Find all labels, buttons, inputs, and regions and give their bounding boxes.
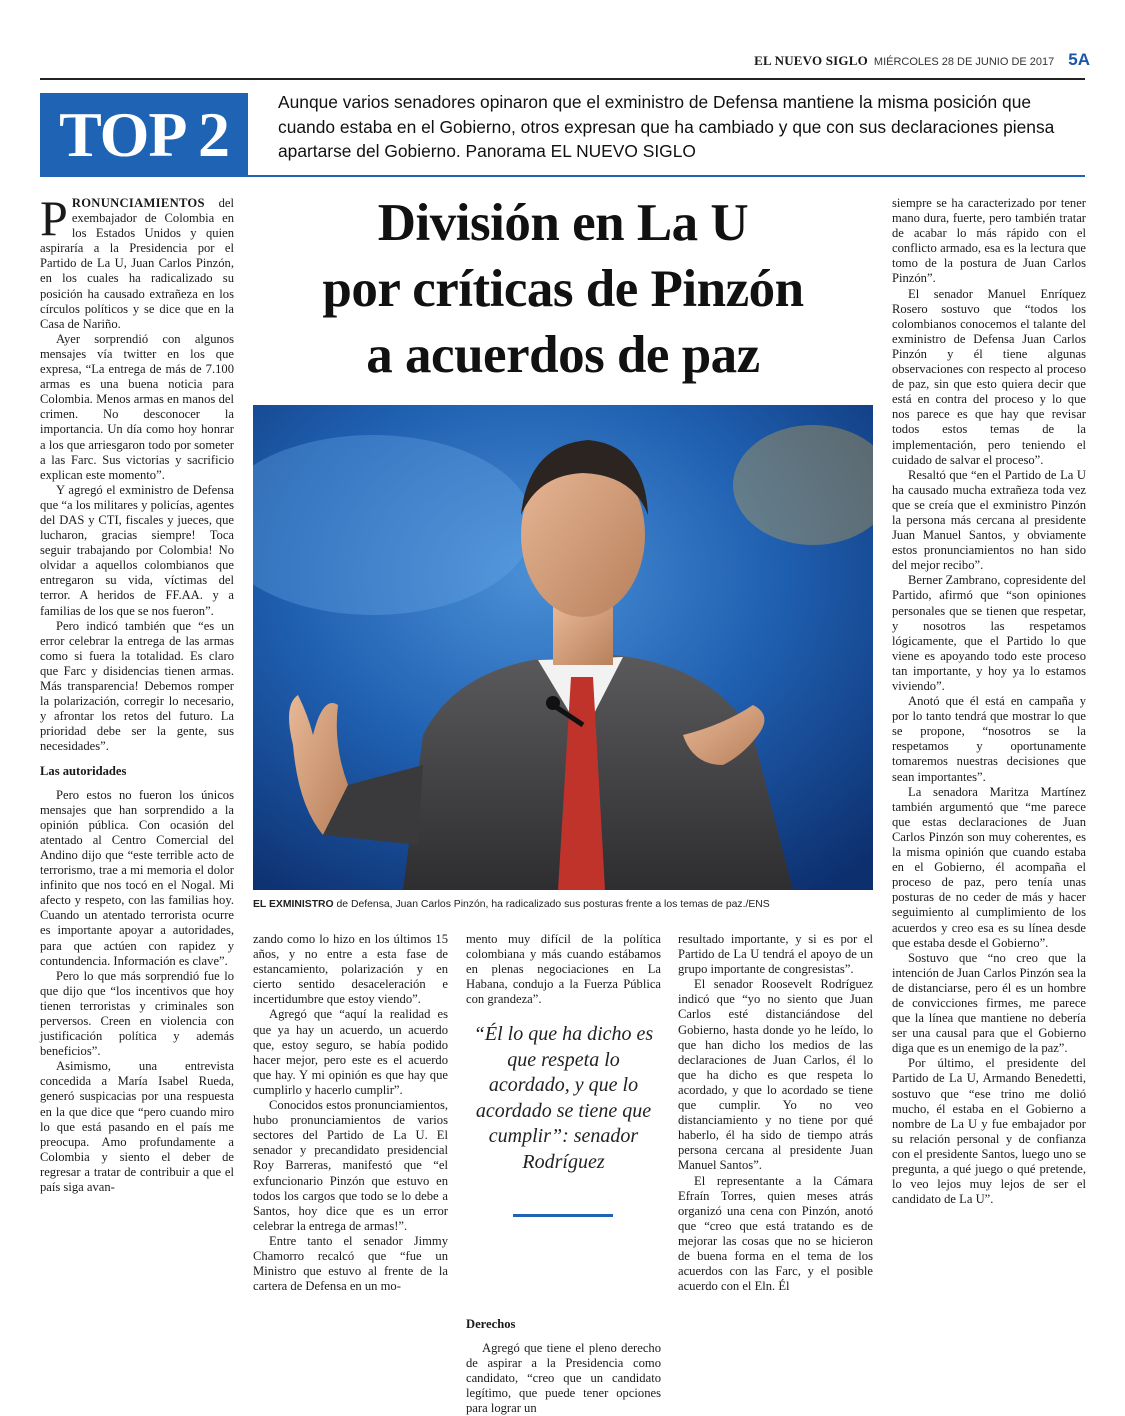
paragraph: Y agregó el exministro de Defensa que “a los militares y policías, agentes del DAS y CTI, fiscales y jueces, que lucharon, gracias siempre! Toca seguir trabajando por Colombia! No olvidar a aquellos colombianos que entregaron su vida, víctimas del terror. A heridos de FF.AA. y a familias de los que se nos fueron”. — [40, 482, 234, 618]
subhead-autoridades: Las autoridades — [40, 764, 127, 779]
page-number: 5A — [1068, 50, 1090, 69]
paragraph: Pero lo que más sorprendió fue lo que dijo que “los incentivos que hoy tienen terroristas y criminales son perversos. Creen en violencia con justificación política y además beneficios”. — [40, 968, 234, 1059]
paragraph: El senador Roosevelt Rodríguez indicó que “yo no siento que Juan Carlos esté distanciándose del Gobierno, hasta donde yo he leído, lo que han dicho los medios de las declaraciones de Juan Carlos, él lo que ha dicho es que respeta lo acordado, y que lo acordado se tiene que cumplir. Yo no veo distanciamiento y no tiene por qué haberlo, él ha sido de tiempo atrás persona cercana al presidente Juan Manuel Santos”. — [678, 977, 873, 1173]
article-deck: Aunque varios senadores opinaron que el exministro de Defensa mantiene la misma posición que cuando estaba en el Gobierno, otros expresan que ha cambiado y que con sus declaraciones piensa apartarse del Gobierno. Panorama EL NUEVO SIGLO — [278, 92, 1055, 161]
section-badge: TOP 2 — [40, 93, 248, 176]
paragraph: mento muy difícil de la política colombiana y más cuando estábamos en plenas negociaciones en La Habana, condujo a la Fuerza Pública con grandeza”. — [466, 932, 661, 1007]
column-2 — [253, 932, 448, 1382]
paragraph: zando como lo hizo en los últimos 15 años, y no entre a esta fase de estancamiento, polarización y en cierto sentido desaceleración e incertidumbre que estoy viendo”. — [253, 932, 448, 1007]
column-1 — [40, 190, 234, 1376]
paragraph: Por último, el presidente del Partido de La U, Armando Benedetti, sostuvo que “ese trino me dolió mucho, él estaba en el Gobierno a nombre de La U y fue embajador por su relación personal y de confianza con el presidente Santos, luego uno se pregunta, a qué juego o qué pretende, lo veo lejos muy lejos de ser el candidato de La U”. — [892, 1056, 1086, 1207]
speaker-photo-illustration — [253, 405, 873, 890]
paragraph: La senadora Maritza Martínez también argumentó que “me parece que estas declaraciones de Juan Carlos Pinzón son muy coherentes, es la misma opinión que cuando estaba en el Gobierno, él acompaña el proceso de paz, pero tenía unas posturas de no ceder de más y hacer seguimiento al cumplimiento de los acuerdos y creo esa es su línea desde que estaba desde el Gobierno”. — [892, 784, 1086, 950]
paragraph: El senador Manuel Enríquez Rosero sostuvo que “todos los colombianos conocemos el talante del exministro de Defensa Juan Carlos Pinzón y él tiene algunas observaciones con respecto al proceso de paz, sin que esto quiera decir que está en contra del proceso y lo que nos parece es que hay que revisar todos estos temas de la implementación, pero teniendo el cuidado de salvar el proceso”. — [892, 286, 1086, 467]
masthead — [560, 50, 1090, 78]
drop-cap: P — [40, 190, 68, 246]
paragraph: Ayer sorprendió con algunos mensajes vía twitter en los que expresa, “La entrega de más de 7.100 armas es una buena noticia para Colombia. Menos armas en manos del crimen. No desconocer la importancia. Un día como hoy honrar a los que arriesgaron todo por someter a las Farc. Sus victorias y sacrificio explican este momento”. — [40, 331, 234, 482]
paragraph: Resaltó que “en el Partido de La U ha causado mucha extrañeza toda vez que se creía que el exministro Pinzón la persona más cercana al presidente Juan Manuel Santos, y obviamente estos pronunciamientos no han sido del mejor recibo”. — [892, 467, 1086, 573]
paragraph: El representante a la Cámara Efraín Torres, quien meses atrás organizó una cena con Pinzón, anotó que “creo que está tratando es de mejorar las cosas que no se hicieron de buena forma en el tema de los acuerdos con las Farc, y el posible acuerdo con el Eln. Él — [678, 1173, 873, 1294]
column-4 — [678, 932, 873, 1382]
photo-caption: EL EXMINISTRO de Defensa, Juan Carlos Pinzón, ha radicalizado sus posturas frente a los temas de paz./ENS — [253, 899, 770, 910]
deck-rule — [40, 175, 1085, 177]
pull-quote: “Él lo que ha dicho es que respeta lo acordado, y que lo acordado se tiene que cumplir”: senador Rodríguez — [473, 1023, 654, 1173]
header-rule — [40, 78, 1085, 80]
paragraph: Conocidos estos pronunciamientos, hubo pronunciamientos de varios sectores del Partido de La U. El senador y precandidato presidencial Roy Barreras, manifestó que “el exfuncionario Pinzón que estuvo en todos los cargos que todo se lo debe a Santos, hoy dice que es un error celebrar la entrega de armas!”. — [253, 1098, 448, 1233]
paragraph: Agregó que “aquí la realidad es que ya hay un acuerdo, un acuerdo que, estoy seguro, se había podido hacer mejor, pero este es el acuerdo que hay. Y mi opinión es que hay que cumplirlo y hacerlo cumplir”. — [253, 1007, 448, 1097]
paragraph: Entre tanto el senador Jimmy Chamorro recalcó que “fue un Ministro que estuvo al frente de la cartera de Defensa en un mo- — [253, 1233, 448, 1294]
paragraph: Sostuvo que “no creo que la intención de Juan Carlos Pinzón sea la de distanciarse, pero él es un hombre de convicciones firmes, me parece que la línea que mantiene no debería ser una causal para que el Gobierno diga que es un enemigo de la paz”. — [892, 950, 1086, 1056]
headline: División en La U por críticas de Pinzón a acuerdos de paz — [322, 194, 804, 384]
paragraph: Berner Zambrano, copresidente del Partido, afirmó que “son opiniones personales que se tienen que respetar, y nosotros las respetamos lógicamente, que el Partido lo que viene es apoyando todo este proceso tan importante, y hoy ya lo estamos viviendo”. — [892, 573, 1086, 693]
pull-quote-rule — [513, 1214, 613, 1217]
newspaper-name: EL NUEVO SIGLO — [754, 53, 868, 68]
paragraph: Anotó que él está en campaña y por lo tanto tendrá que mostrar lo que se propone, “nosotros se la respetamos y oportunamente tomaremos nuestras decisiones que sean importantes”. — [892, 694, 1086, 784]
column-5 — [892, 196, 1086, 1376]
article-photo — [253, 405, 873, 890]
paragraph: Agregó que tiene el pleno derecho de aspirar a la Presidencia como candidato, “creo que un candidato legítimo, que puede tener opciones para lograr un — [466, 1340, 661, 1415]
paragraph: Pero indicó también que “es un error celebrar la entrega de las armas como si fuera la totalidad. Es claro que Farc y disidencias tienen armas. Más transparencia! Debemos romper la polarización, corregir lo necesario, y afrontar los retos del futuro. La prioridad debe ser la gente, sus necesidades”. — [40, 618, 234, 754]
paragraph: siempre se ha caracterizado por tener mano dura, fuerte, pero también tratar de acabar lo más rápido con el conflicto armado, esa es la lectura que tomo de la postura de Juan Carlos Pinzón”. — [892, 196, 1086, 286]
paragraph: Pero estos no fueron los únicos mensajes que han sorprendido a la opinión pública. Con ocasión del atentado al Centro Comercial del Andino dijo que “este terrible acto de terrorismo, trae a mi memoria el dolor infinito que nos tocó en el Nogal. Mi afecto y respeto, con las familias hoy. Cuando un atentado terrorista ocurre es importante apoyar a autoridades, para que actúen con rapidez y contundencia. Información es clave”. — [40, 787, 234, 968]
lead-paragraph: PRONUNCIAMIENTOS del exembajador de Colombia en los Estados Unidos y quien aspiraría a la Presidencia por el Partido de La U, Juan Carlos Pinzón, en los cuales ha radicalizado su posición ha causado extrañeza en los círculos políticos y se dice que en la Casa de Nariño. — [40, 190, 234, 331]
paragraph: resultado importante, y si es por el Partido de La U tendrá el apoyo de un grupo importante de congresistas”. — [678, 932, 873, 977]
issue-date: MIÉRCOLES 28 DE JUNIO DE 2017 — [873, 56, 1055, 68]
subhead-derechos: Derechos — [466, 1317, 516, 1332]
paragraph: Asimismo, una entrevista concedida a María Isabel Rueda, generó suspicacias por una respuesta en la que dice que “pero cuando miro lo que está pasando en el país me preocupa. Amo profundamente a Colombia y siento el deber de regresar a tratar de contribuir a que el país siga avan- — [40, 1059, 234, 1194]
